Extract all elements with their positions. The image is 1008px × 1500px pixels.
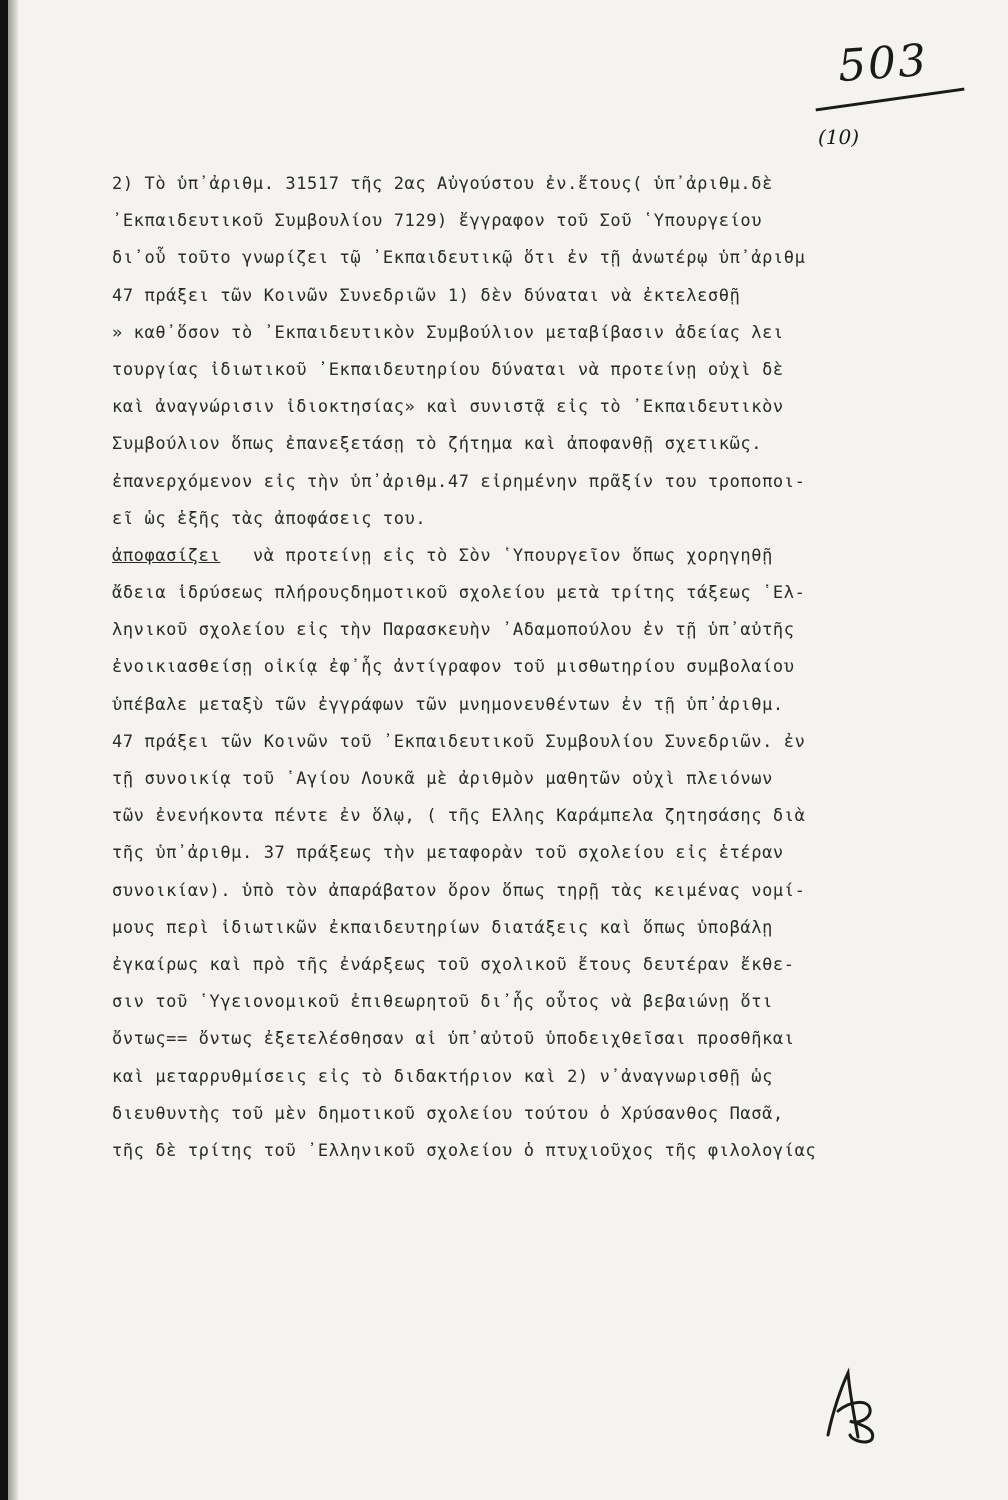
text-line: δι᾿οὗ τοῦτο γνωρίζει τῷ ᾿Εκπαιδευτικῷ ὅτι ἐν τῇ ἀνωτέρῳ ὑπ᾿ἀριθμ xyxy=(112,248,806,269)
text-line: τῆς δὲ τρίτης τοῦ ᾿Ελληνικοῦ σχολείου ὁ πτυχιοῦχος τῆς φιλολογίας xyxy=(112,1140,817,1161)
text-line: εῖ ὡς ἑξῆς τὰς ἀποφάσεις του. xyxy=(112,508,427,529)
decision-keyword: ἀποφασίζει xyxy=(112,545,221,566)
text-line: ᾿Εκπαιδευτικοῦ Συμβουλίου 7129) ἔγγραφον τοῦ Σοῦ ῾Υπουργείου xyxy=(112,211,763,232)
scan-border xyxy=(0,0,8,1500)
text-line: μους περὶ ἰδιωτικῶν ἐκπαιδευτηρίων διατάξεις καὶ ὅπως ὑποβάλῃ xyxy=(112,917,773,938)
sheet-number: (10) xyxy=(818,125,860,149)
signature-initials xyxy=(810,1365,890,1445)
text-line: τῆς ὑπ᾿ἀριθμ. 37 πράξεως τὴν μεταφορὰν τοῦ σχολείου εἰς ἑτέραν xyxy=(112,843,784,864)
text-line: ὄντως== ὄντως ἐξετελέσθησαν αἱ ὑπ᾿αὐτοῦ ὑποδειχθεῖσαι προσθῆκαι xyxy=(112,1029,795,1050)
text-line: 47 πράξει τῶν Κοινῶν τοῦ ᾿Εκπαιδευτικοῦ Συμβουλίου Συνεδριῶν. ἐν xyxy=(112,731,806,752)
text-line: ληνικοῦ σχολείου εἰς τὴν Παρασκευὴν ᾿Αδαμοπούλου ἐν τῇ ὑπ᾿αὐτῆς xyxy=(112,620,795,641)
text-line: τῇ συνοικίᾳ τοῦ ῾Αγίου Λουκᾶ μὲ ἀριθμὸν μαθητῶν οὐχὶ πλειόνων xyxy=(112,769,773,789)
stamp-underline xyxy=(816,88,965,112)
text-line: 2) Τὸ ὑπ᾿ἀριθμ. 31517 τῆς 2ας Αὐγούστου ἐν.ἔτους( ὑπ᾿ἀριθμ.δὲ xyxy=(112,174,773,194)
text-line: » καθ᾿ὅσον τὸ ᾿Εκπαιδευτικὸν Συμβούλιον μεταβίβασιν ἀδείας λει xyxy=(112,322,784,343)
text-line: καὶ μεταρρυθμίσεις εἰς τὸ διδακτήριον καὶ 2) ν᾿ἀναγνωρισθῇ ὡς xyxy=(112,1066,773,1087)
text-line: διευθυντὴς τοῦ μὲν δημοτικοῦ σχολείου τούτου ὁ Χρύσανθος Πασᾶ, xyxy=(112,1103,784,1124)
text-line: τουργίας ἰδιωτικοῦ ᾿Εκπαιδευτηρίου δύναται νὰ προτείνῃ οὐχὶ δὲ xyxy=(112,359,784,380)
text-line: ἐνοικιασθείσῃ οἰκίᾳ ἐφ᾿ἧς ἀντίγραφον τοῦ μισθωτηρίου συμβολαίου xyxy=(112,657,795,678)
text-line: ἐπανερχόμενον εἰς τὴν ὑπ᾿ἀριθμ.47 εἰρημένην πρᾶξίν του τροποποι- xyxy=(112,471,806,492)
text-line: τῶν ἐνενήκοντα πέντε ἐν ὅλῳ, ( τῆς Ελλης Καράμπελα ζητησάσης διὰ xyxy=(112,806,806,827)
text-line: σιν τοῦ ῾Υγειονομικοῦ ἐπιθεωρητοῦ δι᾿ἧς οὗτος νὰ βεβαιώνῃ ὅτι xyxy=(112,992,773,1013)
text-line: συνοικίαν). ὑπὸ τὸν ἀπαράβατον ὅρον ὅπως τηρῇ τὰς κειμένας νομί- xyxy=(112,880,806,901)
text-line: 47 πράξει τῶν Κοινῶν Συνεδριῶν 1) δὲν δύναται νὰ ἐκτελεσθῇ xyxy=(112,285,741,306)
text-line: Συμβούλιον ὅπως ἐπανεξετάσῃ τὸ ζήτημα καὶ ἀποφανθῇ σχετικῶς. xyxy=(112,434,763,455)
page-number-stamp: 503 xyxy=(836,34,930,93)
text-line: ἀποφασίζει νὰ προτείνῃ εἰς τὸ Σὸν ῾Υπουργεῖον ὅπως χορηγηθῇ xyxy=(112,545,773,566)
text-line: ἐγκαίρως καὶ πρὸ τῆς ἐνάρξεως τοῦ σχολικοῦ ἔτους δευτέραν ἔκθε- xyxy=(112,954,795,975)
text-line: ἄδεια ἱδρύσεως πλήρουςδημοτικοῦ σχολείου μετὰ τρίτης τάξεως ῾Ελ- xyxy=(112,583,806,604)
text-line: ὑπέβαλε μεταξὺ τῶν ἐγγράφων τῶν μνημονευθέντων ἐν τῇ ὑπ᾿ἀριθμ. xyxy=(112,694,784,715)
page-fold-shadow xyxy=(8,0,18,1500)
typed-text-body xyxy=(112,166,992,1170)
text-line: καὶ ἀναγνώρισιν ἰδιοκτησίας» καὶ συνιστᾷ εἰς τὸ ᾿Εκπαιδευτικὸν xyxy=(112,397,784,418)
